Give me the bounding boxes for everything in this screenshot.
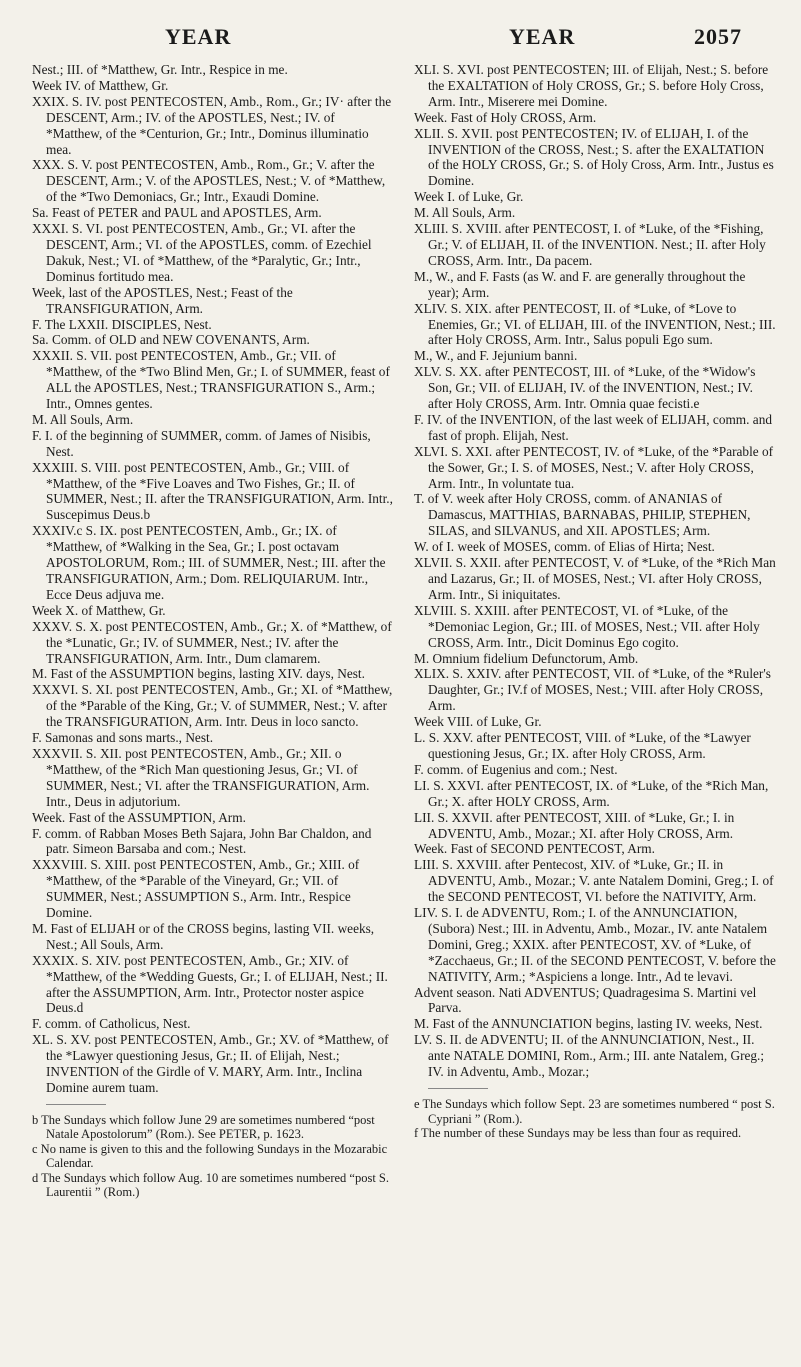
calendar-entry: XLVIII. S. XXIII. after PENTECOST, VI. of *Luke, of the *Demoniac Legion, Gr.; III. of MOSES, Nest.; VII. after Holy CROSS, Arm. Intr., Dicit Dominus Ego cogito. bbox=[414, 602, 760, 650]
footnote: e The Sundays which follow Sept. 23 are sometimes numbered “ post S. Cypriani ” (Rom.). bbox=[414, 1097, 775, 1126]
calendar-entry: XXXI. S. VI. post PENTECOSTEN, Amb., Gr.; VI. after the DESCENT, Arm.; VI. of the APOSTLES, comm. of Ezechiel Dakuk, Nest.; VI. of *Matthew, of the *Paralytic, Gr.; Intr., Dominus fortitudo mea. bbox=[32, 221, 372, 284]
calendar-entry: M., W., and F. Fasts (as W. and F. are generally throughout the year); Arm. bbox=[414, 268, 746, 300]
right-column bbox=[414, 62, 776, 1141]
left-column bbox=[32, 62, 394, 1200]
footnote: f The number of these Sundays may be less than four as required. bbox=[414, 1126, 742, 1140]
left-footnotes bbox=[32, 1113, 394, 1200]
footnote: c No name is given to this and the following Sundays in the Mozarabic Calendar. bbox=[32, 1141, 388, 1171]
calendar-entry: XXIX. S. IV. post PENTECOSTEN, Amb., Rom., Gr.; IV· after the DESCENT, Arm.; IV. of the APOSTLES, Nest.; IV. of *Matthew, of the *Centurion, Gr.; Intr., Dominus illuminatio mea. bbox=[32, 93, 392, 157]
calendar-entry: Week X. of Matthew, Gr. bbox=[32, 602, 166, 618]
calendar-entry: Sa. Feast of PETER and PAUL and APOSTLES, Arm. bbox=[32, 205, 322, 221]
calendar-entry: LIII. S. XXVIII. after Pentecost, XIV. of *Luke, Gr.; II. in ADVENTU, Amb., Mozar.; V. ante Natalem Domini, Greg.; I. of the SECOND PENTECOST, VI. before the NATIVITY, Arm. bbox=[414, 857, 774, 905]
calendar-entry: M. Fast of the ASSUMPTION begins, lasting XIV. days, Nest. bbox=[32, 666, 365, 682]
right-footnotes bbox=[414, 1097, 776, 1141]
calendar-entry: LI. S. XXVI. after PENTECOST, IX. of *Luke, of the *Rich Man, Gr.; X. after HOLY CROSS, Arm. bbox=[414, 777, 769, 809]
calendar-entry: XLVI. S. XXI. after PENTECOST, IV. of *Luke, of the *Parable of the Sower, Gr.; I. S. of MOSES, Nest.; V. after Holy CROSS, Arm. Intr., In voluntate tua. bbox=[414, 443, 774, 491]
calendar-entry: F. I. of the beginning of SUMMER, comm. of James of Nisibis, Nest. bbox=[32, 427, 371, 459]
calendar-entry: F. comm. of Rabban Moses Beth Sajara, John Bar Chaldon, and patr. Simeon Barsaba and com.; Nest. bbox=[32, 825, 372, 857]
calendar-entry: M. Fast of ELIJAH or of the CROSS begins, lasting VII. weeks, Nest.; All Souls, Arm. bbox=[32, 920, 375, 952]
calendar-entry: F. comm. of Catholicus, Nest. bbox=[32, 1016, 191, 1032]
calendar-entry: XXXVI. S. XI. post PENTECOSTEN, Amb., Gr.; XI. of *Matthew, of the *Parable of the King, Gr.; V. of SUMMER, Nest.; V. after the TRANSFIGURATION, Arm. Intr. Deus in loco sancto. bbox=[32, 682, 393, 730]
calendar-entry: XXXIX. S. XIV. post PENTECOSTEN, Amb., Gr.; XIV. of *Matthew, of the *Wedding Guests, Gr.; I. of ELIJAH, Nest.; II. after the ASSUMPTION, Arm. Intr., Protector noster aspice Deus.d bbox=[32, 952, 388, 1016]
calendar-entry: F. comm. of Eugenius and com.; Nest. bbox=[414, 761, 618, 777]
calendar-entry: L. S. XXV. after PENTECOST, VIII. of *Luke, of the *Lawyer questioning Jesus, Gr.; IX. after Holy CROSS, Arm. bbox=[414, 730, 751, 761]
calendar-entry: T. of V. week after Holy CROSS, comm. of ANANIAS of Damascus, MATTHIAS, BARNABAS, PHILIP, STEPHEN, SILAS, and SILVANUS, and XII. APOSTLES; Arm. bbox=[414, 491, 751, 539]
calendar-entry: Advent season. Nati ADVENTUS; Quadragesima S. Martini vel Parva. bbox=[414, 984, 757, 1016]
calendar-entry: M. All Souls, Arm. bbox=[32, 411, 134, 427]
calendar-entry: XXXIV.c S. IX. post PENTECOSTEN, Amb., Gr.; IX. of *Matthew, of *Walking in the Sea, Gr.; I. post octavam APOSTOLORUM, Rom.; III. of SUMMER, Nest.; III. after the TRANSFIGURATION, Arm.; Dom. RELIQUIARUM. Intr., Ecce Deus adjuva me. bbox=[32, 523, 386, 602]
calendar-entry: W. of I. week of MOSES, comm. of Elias of Hirta; Nest. bbox=[414, 539, 715, 555]
calendar-entry: XXX. S. V. post PENTECOSTEN, Amb., Rom., Gr.; V. after the DESCENT, Arm.; V. of the APOSTLES, Nest.; V. of *Matthew, of the *Two Demoniacs, Gr.; Intr., Exaudi Domine. bbox=[32, 157, 386, 205]
calendar-entry: XLIII. S. XVIII. after PENTECOST, I. of *Luke, of the *Fishing, Gr.; V. of ELIJAH, II. of the INVENTION. Nest.; II. after Holy CROSS, Arm. Intr., Da pacem. bbox=[414, 221, 766, 268]
calendar-entry: Nest.; III. of *Matthew, Gr. Intr., Respice in me. bbox=[32, 62, 288, 77]
calendar-entry: F. IV. of the INVENTION, of the last week of ELIJAH, comm. and fast of proph. Elijah, Nest. bbox=[414, 411, 772, 443]
running-head-right: YEAR bbox=[509, 24, 576, 49]
calendar-entry: Week. Fast of the ASSUMPTION, Arm. bbox=[32, 809, 246, 825]
footnote: b The Sundays which follow June 29 are sometimes numbered “post Natale Apostolorum” (Rom.). See PETER, p. 1623. bbox=[32, 1112, 375, 1142]
calendar-entry: XLV. S. XX. after PENTECOST, III. of *Luke, of the *Widow's Son, Gr.; VII. of ELIJAH, IV. of the INVENTION, Nest.; IV. after Holy CROSS, Arm. Intr. Omnia quae fecisti.e bbox=[414, 364, 756, 412]
left-entries bbox=[32, 62, 394, 1096]
calendar-entry: XLII. S. XVII. post PENTECOSTEN; IV. of ELIJAH, I. of the INVENTION of the CROSS, Nest.; S. after the EXALTATION of the HOLY CROSS, Gr.; S. of Holy Cross, Arm. Intr., Justus es Domine. bbox=[414, 125, 774, 189]
calendar-entry: XXXV. S. X. post PENTECOSTEN, Amb., Gr.; X. of *Matthew, of the *Lunatic, Gr.; IV. of SUMMER, Nest.; IV. after the TRANSFIGURATION, Arm. Intr., Dum clamarem. bbox=[32, 618, 392, 666]
calendar-entry: XLI. S. XVI. post PENTECOSTEN; III. of Elijah, Nest.; S. before the EXALTATION of Holy CROSS, Gr.; S. before Holy Cross, Arm. Intr., Miserere mei Domine. bbox=[414, 62, 769, 109]
footnote-rule bbox=[46, 1104, 106, 1105]
calendar-entry: LV. S. II. de ADVENTU; II. of the ANNUNCIATION, Nest., II. ante NATALE DOMINI, Rom., Arm.; III. ante Natalem, Greg.; IV. in Adventu, Amb., Mozar.; bbox=[414, 1032, 765, 1080]
calendar-entry: M. All Souls, Arm. bbox=[414, 205, 516, 221]
footnote: d The Sundays which follow Aug. 10 are sometimes numbered “post S. Laurentii ” (Rom.) bbox=[32, 1170, 390, 1200]
calendar-entry: XXXVII. S. XII. post PENTECOSTEN, Amb., Gr.; XII. o *Matthew, of the *Rich Man questioning Jesus, Gr.; VI. of SUMMER, Nest.; VI. after the TRANSFIGURATION, Arm. Intr., Deus in adjutorium. bbox=[32, 745, 370, 809]
calendar-entry: XXXVIII. S. XIII. post PENTECOSTEN, Amb., Gr.; XIII. of *Matthew, of the *Parable of the Vineyard, Gr.; VII. of SUMMER, Nest.; ASSUMPTION S., Arm. Intr., Respice Domine. bbox=[32, 857, 360, 921]
calendar-entry: Week IV. of Matthew, Gr. bbox=[32, 77, 169, 93]
calendar-entry: XLIV. S. XIX. after PENTECOST, II. of *Luke, of *Love to Enemies, Gr.; VI. of ELIJAH, III. of the INVENTION, Nest.; III. after Holy CROSS, Arm. Intr., Salus populi Ego sum. bbox=[414, 300, 776, 348]
footnote-rule bbox=[428, 1088, 488, 1089]
calendar-entry: XLVII. S. XXII. after PENTECOST, V. of *Luke, of the *Rich Man and Lazarus, Gr.; II. of MOSES, Nest.; VI. after Holy CROSS, Arm. Intr., Si iniquitates. bbox=[414, 555, 776, 602]
right-entries bbox=[414, 62, 776, 1080]
calendar-entry: XXXII. S. VII. post PENTECOSTEN, Amb., Gr.; VII. of *Matthew, of the *Two Blind Men, Gr.; I. of SUMMER, feast of ALL the APOSTLES, Nest.; TRANSFIGURATION S., Arm.; Intr., Omnes gentes. bbox=[32, 348, 390, 412]
calendar-entry: Sa. Comm. of OLD and NEW COVENANTS, Arm. bbox=[32, 332, 310, 348]
running-head-left: YEAR bbox=[165, 24, 232, 49]
calendar-entry: XLIX. S. XXIV. after PENTECOST, VII. of *Luke, of the *Ruler's Daughter, Gr.; IV.f of MOSES, Nest.; VIII. after Holy CROSS, Arm. bbox=[414, 666, 771, 714]
calendar-entry: M. Omnium fidelium Defunctorum, Amb. bbox=[414, 650, 639, 666]
calendar-entry: F. The LXXII. DISCIPLES, Nest. bbox=[32, 316, 212, 332]
page-number: 2057 bbox=[694, 24, 742, 49]
calendar-entry: F. Samonas and sons marts., Nest. bbox=[32, 730, 214, 746]
calendar-entry: M. Fast of the ANNUNCIATION begins, lasting IV. weeks, Nest. bbox=[414, 1016, 763, 1032]
calendar-entry: Week VIII. of Luke, Gr. bbox=[414, 714, 542, 730]
calendar-entry: LII. S. XXVII. after PENTECOST, XIII. of *Luke, Gr.; I. in ADVENTU, Amb., Mozar.; XI. after Holy CROSS, Arm. bbox=[414, 809, 735, 841]
calendar-entry: M., W., and F. Jejunium banni. bbox=[414, 348, 578, 364]
calendar-entry: Week, last of the APOSTLES, Nest.; Feast of the TRANSFIGURATION, Arm. bbox=[32, 284, 293, 316]
calendar-entry: Week. Fast of Holy CROSS, Arm. bbox=[414, 109, 597, 125]
calendar-entry: XL. S. XV. post PENTECOSTEN, Amb., Gr.; XV. of *Matthew, of the *Lawyer questioning Jesus, Gr.; II. of Elijah, Nest.; INVENTION of the Girdle of V. MARY, Arm. Intr., Inclina Domine aurem tuam. bbox=[32, 1032, 389, 1095]
calendar-entry: XXXIII. S. VIII. post PENTECOSTEN, Amb., Gr.; VIII. of *Matthew, of the *Five Loaves and Two Fishes, Gr.; II. of SUMMER, Nest.; II. after the TRANSFIGURATION, Arm. Intr., Suscepimus Deus.b bbox=[32, 459, 393, 523]
calendar-entry: Week I. of Luke, Gr. bbox=[414, 189, 524, 205]
calendar-entry: LIV. S. I. de ADVENTU, Rom.; I. of the ANNUNCIATION, (Subora) Nest.; III. in Adventu, Amb., Mozar., IV. ante Natalem Domini, Greg.; XXIX. after PENTECOST, XV. of *Luke, of *Zacchaeus, Gr.; II. of the SECOND PENTECOST, V. before the NATIVITY, Arm.; *Aspiciens a longe. Intr., Ad te levavi. bbox=[414, 905, 776, 984]
calendar-entry: Week. Fast of SECOND PENTECOST, Arm. bbox=[414, 841, 655, 857]
